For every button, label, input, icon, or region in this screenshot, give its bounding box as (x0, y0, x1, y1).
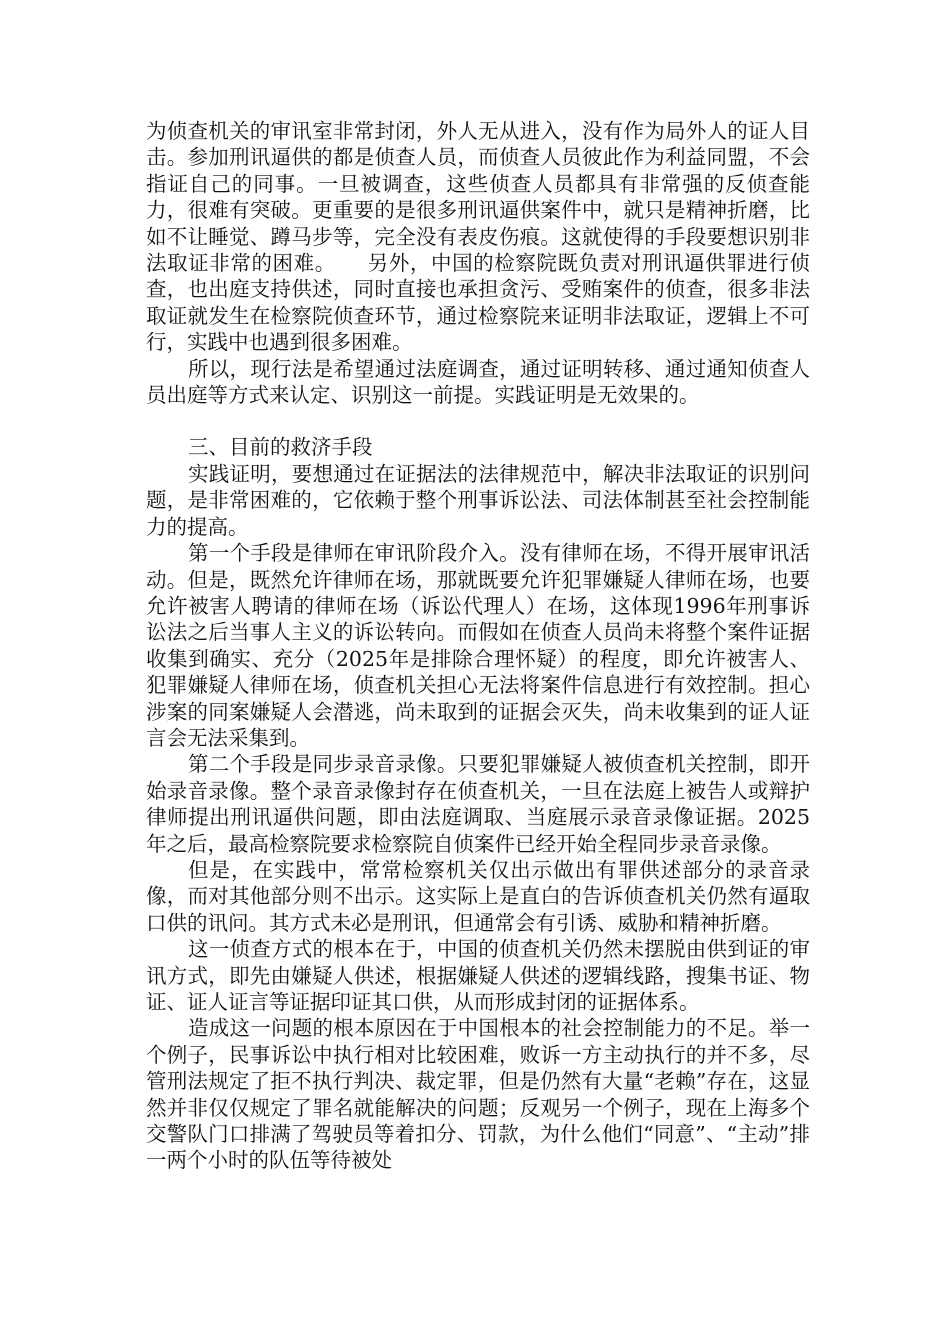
paragraph-investigation-difficulty: 为侦查机关的审讯室非常封闭，外人无从进入，没有作为局外人的证人目击。参加刑讯逼供的都是侦查人员，而侦查人员彼此作为利益同盟，不会指证自己的同事。一旦被调查，这些侦查人员都具有非常强的反侦查能力，很难有突破。更重要的是很多刑讯逼供案件中，就只是精神折磨，比如不让睡觉、蹲马步等，完全没有表皮伤痕。这就使得的手段要想识别非法取证非常的困难。 另外，中国的检察院既负责对刑讯逼供罪进行侦查，也出庭支持供述，同时直接也承担贪污、受贿案件的侦查，很多非法取证就发生在检察院侦查环节，通过检察院来证明非法取证，逻辑上不可行，实践中也遇到很多困难。 (146, 119, 810, 355)
document-page (146, 118, 810, 1174)
paragraph-recording: 第二个手段是同步录音录像。只要犯罪嫌疑人被侦查机关控制，即开始录音录像。整个录音录像封存在侦查机关，一旦在法庭上被告人或辩护律师提出刑讯逼供问题，即由法庭调取、当庭展示录音录像证据。2025年之后，最高检察院要求检察院自侦案件已经开始全程同步录音录像。 (146, 752, 810, 856)
section-heading: 三、目前的救济手段 (188, 435, 373, 460)
paragraph-lawyer-presence: 第一个手段是律师在审讯阶段介入。没有律师在场，不得开展审讯活动。但是，既然允许律师在场，那就既要允许犯罪嫌疑人律师在场，也要允许被害人聘请的律师在场（诉讼代理人）在场，这体现1996年刑事诉讼法之后当事人主义的诉讼转向。而假如在侦查人员尚未将整个案件证据收集到确实、充分（2025年是排除合理怀疑）的程度，即允许被害人、犯罪嫌疑人律师在场，侦查机关担心无法将案件信息进行有效控制。担心涉案的同案嫌疑人会潜逃，尚未取到的证据会灭失，尚未收集到的证人证言会无法采集到。 (146, 541, 810, 750)
section-spacer (146, 408, 810, 434)
paragraph-in-practice: 但是，在实践中，常常检察机关仅出示做出有罪供述部分的录音录像，而对其他部分则不出示。这实际上是直白的告诉侦查机关仍然有逼取口供的讯问。其方式未必是刑讯，但通常会有引诱、威胁和精神折磨。 (146, 857, 810, 935)
paragraph-interrogation-method: 这一侦查方式的根本在于，中国的侦查机关仍然未摆脱由供到证的审讯方式，即先由嫌疑人供述，根据嫌疑人供述的逻辑线路，搜集书证、物证、证人证言等证据印证其口供，从而形成封闭的证据体系。 (146, 937, 810, 1014)
paragraph-practice-proves: 实践证明，要想通过在证据法的法律规范中，解决非法取证的识别问题，是非常困难的，它依赖于整个刑事诉讼法、司法体制甚至社会控制能力的提高。 (146, 461, 810, 539)
paragraph-current-law: 所以，现行法是希望通过法庭调查，通过证明转移、通过通知侦查人员出庭等方式来认定、识别这一前提。实践证明是无效果的。 (146, 356, 810, 408)
paragraph-root-cause: 造成这一问题的根本原因在于中国根本的社会控制能力的不足。举一个例子，民事诉讼中执行相对比较困难，败诉一方主动执行的并不多，尽管刑法规定了拒不执行判决、裁定罪，但是仍然有大量“老赖”存在，这显然并非仅仅规定了罪名就能解决的问题；反观另一个例子，现在上海多个交警队门口排满了驾驶员等着扣分、罚款，为什么他们“同意”、“主动”排一两个小时的队伍等待被处 (146, 1016, 810, 1173)
